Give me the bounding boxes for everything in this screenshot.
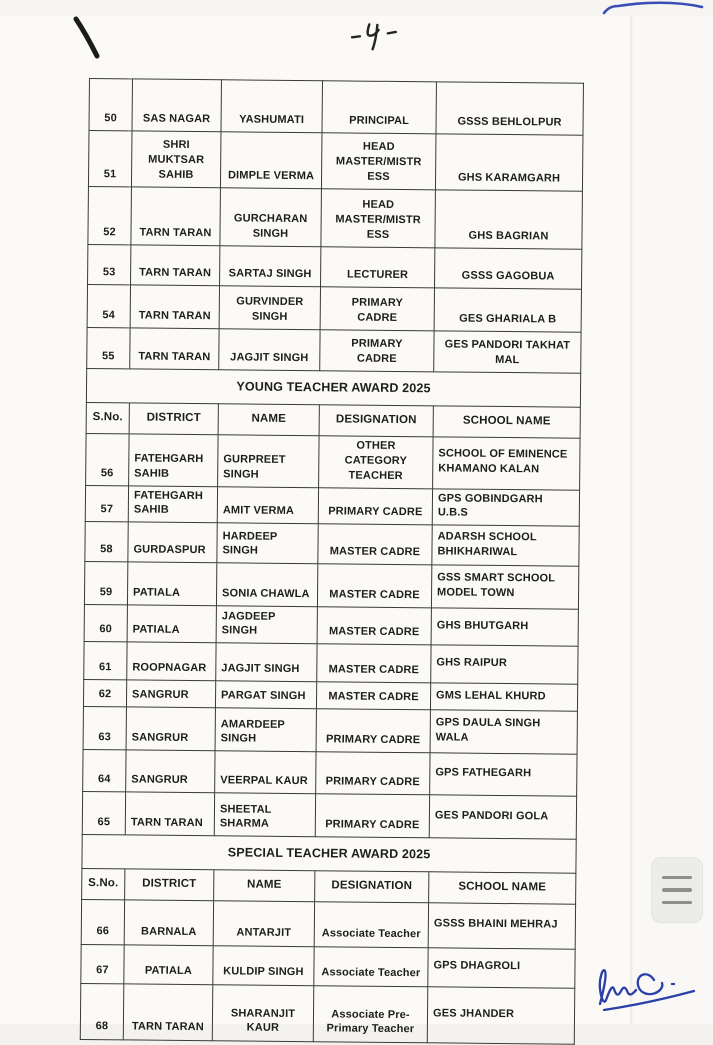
header-sno: S.No.: [86, 402, 129, 433]
cell-designation: PRINCIPAL: [322, 81, 436, 134]
young-award-section: [86, 368, 581, 438]
cell-designation: PRIMARY CADRE: [318, 487, 432, 525]
cell-district: TARN TARAN: [130, 328, 219, 370]
cell-school: GPS GOBINDGARH U.B.S: [432, 488, 579, 526]
hamburger-icon-line: [662, 901, 692, 905]
header-district: DISTRICT: [129, 403, 218, 435]
header-name: NAME: [218, 404, 319, 436]
cell-school: GHS RAIPUR: [431, 645, 578, 684]
cell-school: GSS SMART SCHOOL MODEL TOWN: [431, 565, 578, 609]
header-school: SCHOOL NAME: [429, 872, 576, 904]
cell-designation: MASTER CADRE: [316, 682, 430, 710]
cell-district: GURDASPUR: [128, 522, 217, 563]
cell-name: SARTAJ SINGH: [220, 246, 321, 287]
cell-sno: 63: [83, 707, 126, 750]
young-table-body: [82, 433, 580, 839]
table-row: [84, 605, 578, 647]
continuation-table-body: [87, 79, 584, 374]
special-table-body: [80, 900, 575, 1045]
table-row: [84, 642, 578, 685]
hamburger-icon-line: [662, 876, 692, 880]
cell-designation: MASTER CADRE: [317, 564, 431, 608]
cell-sno: 65: [82, 792, 125, 835]
section-title-row: [86, 368, 580, 407]
table-row: [84, 562, 578, 610]
cell-name: GURPREET SINGH: [218, 435, 319, 487]
table-row: [83, 707, 577, 755]
cell-sno: 68: [80, 984, 124, 1040]
cell-school: GSSS BHAINI MEHRAJ: [428, 903, 575, 949]
cell-sno: 58: [85, 522, 128, 562]
header-district: DISTRICT: [125, 869, 214, 901]
cell-sno: 64: [83, 750, 126, 792]
table-header-row: [86, 402, 580, 438]
table-row: [87, 284, 581, 332]
cell-sno: 60: [84, 605, 127, 642]
cell-sno: 62: [83, 680, 126, 707]
cell-school: GPS FATHEGARH: [430, 753, 577, 796]
cell-sno: 67: [81, 945, 124, 984]
cell-sno: 54: [87, 284, 130, 327]
cell-school: GPS DHAGROLI: [428, 948, 575, 988]
cell-school: GSSS GAGOBUA: [435, 248, 582, 289]
cell-name: GURCHARAN SINGH: [220, 188, 322, 247]
cell-name: JAGJIT SINGH: [216, 643, 317, 682]
cell-designation: Associate Teacher: [314, 947, 428, 987]
table-row: [88, 244, 582, 289]
table-row: [87, 327, 581, 373]
section-title-row: [82, 835, 576, 874]
cell-district: PATIALA: [127, 562, 216, 606]
cell-name: HARDEEP SINGH: [217, 523, 318, 564]
cell-name: JAGDEEP SINGH: [216, 606, 317, 644]
cell-district: TARN TARAN: [130, 285, 219, 329]
cell-district: TARN TARAN: [131, 187, 221, 246]
cell-school: GHS BAGRIAN: [435, 190, 583, 249]
cell-designation: MASTER CADRE: [318, 524, 432, 565]
table-row: [83, 750, 577, 797]
cell-school: GSSS BEHLOLPUR: [436, 82, 583, 135]
cell-school: GES JHANDER: [427, 987, 575, 1044]
section-title: YOUNG TEACHER AWARD 2025: [86, 368, 580, 407]
cell-district: SANGRUR: [126, 707, 215, 751]
cell-district: BARNALA: [124, 900, 213, 946]
header-name: NAME: [214, 870, 315, 902]
signature-scribble-icon: [586, 960, 708, 1020]
cell-sno: 51: [88, 131, 132, 187]
cell-district: TARN TARAN: [125, 792, 214, 836]
cell-district: TARN TARAN: [123, 984, 213, 1041]
cell-designation: PRIMARY CADRE: [320, 287, 434, 331]
cell-school: GES PANDORI TAKHAT MAL: [434, 331, 581, 373]
cell-sno: 55: [87, 327, 130, 368]
header-school: SCHOOL NAME: [433, 406, 580, 438]
cell-name: DIMPLE VERMA: [220, 132, 322, 189]
cell-district: FATEHGARH SAHIB: [128, 485, 217, 523]
cell-sno: 59: [84, 562, 127, 605]
award-table: [80, 78, 584, 1045]
cell-name: SONIA CHAWLA: [216, 563, 317, 607]
cell-sno: 52: [88, 186, 132, 244]
cell-name: KULDIP SINGH: [213, 946, 314, 986]
cell-designation: HEAD MASTER/MISTR ESS: [321, 133, 436, 190]
cell-name: YASHUMATI: [221, 80, 322, 133]
table-row: [88, 131, 583, 192]
cell-designation: LECTURER: [321, 247, 435, 288]
cell-school: GMS LEHAL KHURD: [430, 683, 577, 711]
cell-designation: OTHER CATEGORY TEACHER: [319, 436, 433, 489]
special-award-section: [82, 835, 577, 905]
section-title: SPECIAL TEACHER AWARD 2025: [82, 835, 576, 874]
cell-school: ADARSH SCHOOL BHIKHARIWAL: [432, 525, 579, 566]
menu-button[interactable]: [652, 858, 702, 922]
table-row: [81, 900, 575, 950]
cell-district: TARN TARAN: [131, 245, 220, 286]
blue-pen-mark-icon: [598, 0, 710, 15]
header-sno: S.No.: [82, 869, 125, 900]
cell-designation: Associate Pre- Primary Teacher: [313, 986, 428, 1043]
cell-school: GHS KARAMGARH: [435, 134, 583, 191]
cell-designation: PRIMARY CADRE: [315, 794, 429, 838]
cell-district: SANGRUR: [126, 750, 215, 793]
cell-designation: PRIMARY CADRE: [316, 752, 430, 795]
corner-pen-mark-icon: [68, 16, 104, 62]
cell-district: SAS NAGAR: [132, 79, 221, 132]
cell-name: SHEETAL SHARMA: [214, 793, 315, 837]
cell-name: AMARDEEP SINGH: [215, 708, 316, 752]
cell-sno: 57: [85, 485, 128, 522]
cell-designation: HEAD MASTER/MISTR ESS: [321, 189, 436, 248]
cell-school: GES PANDORI GOLA: [429, 795, 576, 839]
cell-school: GHS BHUTGARH: [431, 608, 578, 646]
cell-sno: 50: [89, 79, 132, 131]
table-row: [82, 792, 576, 840]
header-designation: DESIGNATION: [315, 871, 429, 903]
cell-name: ANTARJIT: [213, 901, 314, 947]
cell-school: GES GHARIALA B: [434, 288, 581, 332]
cell-district: FATEHGARH SAHIB: [129, 434, 218, 486]
cell-name: GURVINDER SINGH: [219, 286, 320, 330]
cell-sno: 61: [84, 642, 127, 680]
cell-designation: PRIMARY CADRE: [316, 709, 430, 753]
cell-sno: 56: [86, 433, 129, 485]
cell-district: SANGRUR: [126, 680, 215, 708]
cell-name: SHARANJIT KAUR: [212, 985, 314, 1042]
cell-district: PATIALA: [124, 945, 213, 985]
table-row: [85, 522, 579, 567]
cell-designation: Associate Teacher: [314, 902, 428, 948]
table-row: [89, 79, 583, 136]
cell-district: ROOPNAGAR: [127, 642, 216, 681]
cell-sno: 66: [81, 900, 124, 945]
cell-designation: PRIMARY CADRE: [320, 330, 434, 372]
cell-designation: MASTER CADRE: [317, 644, 431, 683]
table-row: [88, 186, 583, 249]
cell-school: GPS DAULA SINGH WALA: [430, 710, 577, 754]
cell-name: JAGJIT SINGH: [219, 329, 320, 371]
award-document: [80, 78, 583, 1045]
cell-designation: MASTER CADRE: [317, 607, 431, 645]
hamburger-icon-line: [662, 888, 692, 892]
cell-sno: 53: [88, 244, 131, 284]
cell-district: SHRI MUKTSAR SAHIB: [131, 131, 221, 188]
page-number: [346, 18, 406, 56]
table-row: [86, 433, 580, 489]
cell-school: SCHOOL OF EMINENCE KHAMANO KALAN: [433, 437, 580, 490]
table-row: [85, 485, 579, 526]
cell-name: AMIT VERMA: [217, 486, 318, 524]
cell-name: VEERPAL KAUR: [215, 751, 316, 794]
table-header-row: [82, 869, 576, 905]
table-row: [81, 945, 575, 989]
cell-district: PATIALA: [127, 605, 216, 643]
header-designation: DESIGNATION: [319, 405, 433, 437]
cell-name: PARGAT SINGH: [215, 681, 316, 709]
table-row: [80, 984, 575, 1045]
